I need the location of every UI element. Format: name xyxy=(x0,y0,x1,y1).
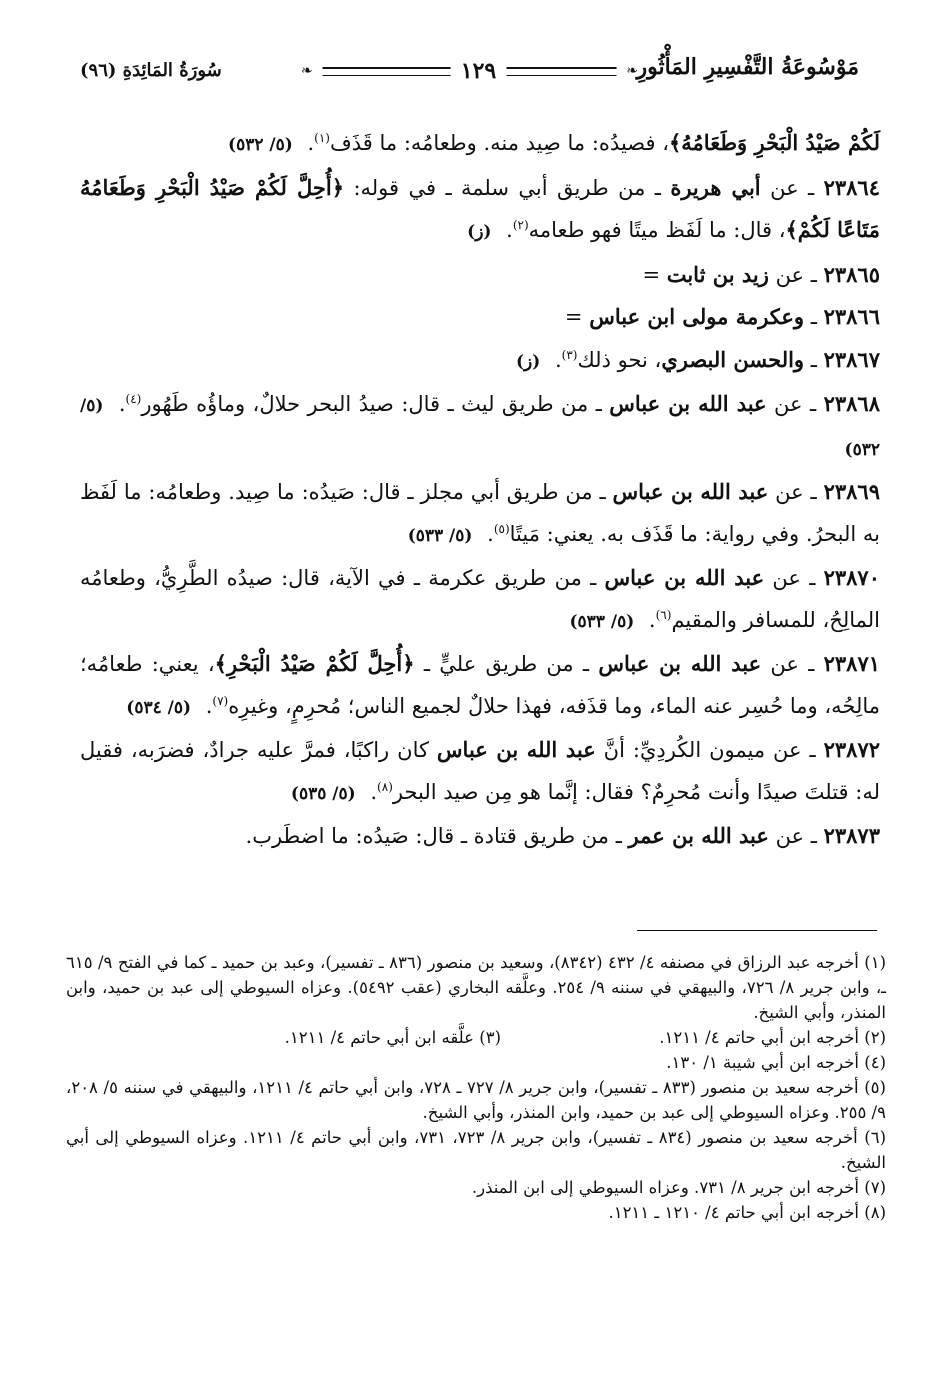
entry-text: ـ من طريق أبي مجلز ـ قال: صَيدُه: ما صِيد. وطعامُه: ما لَفَظ به البحرُ. وفي رواية: ما قَذَف به. يعني: مَيتًا xyxy=(80,480,880,546)
volume-ref: (٥/ ٥٣٢) xyxy=(80,396,880,460)
footnote-marker: (٢) xyxy=(512,218,529,232)
page-number-group xyxy=(301,58,638,84)
footnotes xyxy=(66,950,886,1225)
entry-23868: ٢٣٨٦٨ ـ عن عبد الله بن عباس ـ من طريق ليث ـ قال: صيدُ البحر حلالٌ، وماؤُه طَهُور$^{(٤)}$. (٥/ ٥٣٢) xyxy=(80,391,880,460)
header-rule-left xyxy=(323,67,451,76)
footnote-5: (٥) أخرجه سعيد بن منصور (٨٣٣ ـ تفسير)، وابن جرير ٨/ ٧٢٧ ـ ٧٢٨، وابن أبي حاتم ٤/ ١٢١١، والبيهقي في سننه ٥/ ٢٠٨، ٩/ ٢٥٥. وعزاه السيوطي إلى عبد بن حميد، وابن المنذر، وأبي الشيخ. xyxy=(66,1078,886,1122)
entry-text: ـ من طريق عكرمة ـ في الآية، قال: صيدُه الطَّرِيُّ، وطعامُه المالِحُ، للمسافر والمقيم xyxy=(80,566,880,632)
entry-23865 xyxy=(80,254,880,297)
narrator-name: عبد الله بن عمر xyxy=(628,823,769,848)
entry-number: ٢٣٨٦٧ xyxy=(823,346,880,372)
entry-23869: ٢٣٨٦٩ ـ عن عبد الله بن عباس ـ من طريق أبي مجلز ـ قال: صَيدُه: ما صِيد. وطعامُه: ما لَفَظ به البحرُ. وفي رواية: ما قَذَف به. يعني: مَيتًا$^{(٥)}$. (٥/ ٥٣٣) xyxy=(80,479,880,546)
footnote-1: (١) أخرجه عبد الرزاق في مصنفه ٤/ ٤٣٢ (٨٣٤٢)، وسعيد بن منصور (٨٣٦ ـ تفسير)، وعبد بن حميد ـ كما في الفتح ٩/ ٦١٥ ـ، وابن جرير ٨/ ٧٢٦، والبيهقي في سننه ٩/ ٢٥٤. وعلَّقه البخاري (عقب ٥٤٩٢). وعزاه السيوطي إلى عبد بن حميد، وابن المنذر، وأبي الشيخ. xyxy=(66,953,886,1022)
page-number: ١٢٩ xyxy=(460,58,497,84)
volume-ref: (ز) xyxy=(467,222,492,242)
footnote-marker: (١) xyxy=(314,131,330,145)
narrator-name: زيد بن ثابت xyxy=(666,261,769,287)
narrator-name: والحسن البصري xyxy=(661,346,805,372)
footnote-4: (٤) أخرجه ابن أبي شيبة ١/ ١٣٠. xyxy=(666,1053,886,1072)
entry-text: ، يعني: طعامُه؛ مالِحُه، وما حُسِر عنه الماء، وما قذَفه، فهذا حلالٌ لجميع الناس؛ مُحرِمٍ، وغيرِه xyxy=(80,652,880,718)
entry-23871: ٢٣٨٧١ ـ عن عبد الله بن عباس ـ من طريق عليٍّ ـ ﴿أُحِلَّ لَكُمْ صَيْدُ الْبَحْرِ﴾، يعني: طعامُه؛ مالِحُه، وما حُسِر عنه الماء، وما قذَفه، فهذا حلالٌ لجميع الناس؛ مُحرِمٍ، وغيرِه$^{(٧)}$. (٥/ ٥٣٤) xyxy=(80,651,881,718)
entry-23866 xyxy=(80,296,880,339)
footnote-marker: (٤) xyxy=(125,392,142,406)
entry-prefix: ـ عن xyxy=(768,480,824,504)
narrator-name: وعكرمة مولى ابن عباس xyxy=(589,304,805,329)
surah-label: سُورَةُ المَائِدَةِ (٩٦) xyxy=(80,60,222,81)
footnote-marker: (٨) xyxy=(377,779,393,794)
entry-23872: ٢٣٨٧٢ ـ عن ميمون الكُردِيِّ: أنَّ عبد الله بن عباس كان راكبًا، فمرَّ عليه جرادٌ، فضرَبه، فقيل له: قتلتَ صيدًا وأنت مُحرِمٌ؟ فقال: إنَّما هو مِن صيد البحر$^{(٨)}$. (٥/ ٥٣٥) xyxy=(80,737,881,804)
footnote-marker: (٦) xyxy=(655,607,672,622)
entry-text: ـ من طريق قتادة ـ قال: صَيدُه: ما اضطَرب. xyxy=(245,824,629,848)
footnote-divider xyxy=(637,930,877,931)
entry-number: ٢٣٨٦٩ xyxy=(823,479,880,504)
entry-23870: ٢٣٨٧٠ ـ عن عبد الله بن عباس ـ من طريق عكرمة ـ في الآية، قال: صيدُه الطَّرِيُّ، وطعامُه المالِحُ، للمسافر والمقيم$^{(٦)}$. (٥/ ٥٣٣) xyxy=(80,565,880,632)
footnote-marker: (٧) xyxy=(212,693,229,708)
volume-ref: (٥/ ٥٣٣) xyxy=(407,525,473,546)
entry-prefix: ـ عن ميمون الكُردِيِّ: أنَّ xyxy=(595,738,824,762)
book-title: مَوْسُوعَةُ التَّفْسِيرِ المَأْثُورِ xyxy=(636,54,859,80)
entry-number: ٢٣٨٦٤ xyxy=(823,174,880,200)
entry-text: ـ من طريق أبي سلمة ـ في قوله: xyxy=(344,175,671,200)
footnote-6: (٦) أخرجه سعيد بن منصور (٨٣٤ ـ تفسير)، وابن جرير ٨/ ٧٢٣، ٧٣١، وابن أبي حاتم ٤/ ١٢١١. وعزاه السيوطي إلى أبي الشيخ. xyxy=(66,1128,886,1172)
narrator-name: عبد الله بن عباس xyxy=(612,479,769,504)
entry-prefix: ـ عن xyxy=(760,175,824,200)
narrator-name: عبد الله بن عباس xyxy=(604,565,765,590)
header-rule-right xyxy=(506,67,616,76)
footnote-3: (٣) علَّقه ابن أبي حاتم ٤/ ١٢١١. xyxy=(284,1028,501,1047)
footnote-2: (٢) أخرجه ابن أبي حاتم ٤/ ١٢١١. xyxy=(659,1028,886,1047)
entry-text: ـ من طريق عليٍّ ـ xyxy=(414,652,599,676)
entry-23864: ٢٣٨٦٤ ـ عن أبي هريرة ـ من طريق أبي سلمة ـ في قوله: ﴿أُحِلَّ لَكُمْ صَيْدُ الْبَحْرِ وَطَعَامُهُ مَتَاعًا لَكُمْ﴾، قال: ما لَفَظ ميتًا فهو طعامه$^{(٢)}$. (ز) xyxy=(80,174,880,242)
narrator-name: عبد الله بن عباس xyxy=(436,737,596,762)
volume-ref: (٥/ ٥٣٤) xyxy=(126,697,192,718)
entry-text: = xyxy=(642,262,667,287)
entry-text: كان راكبًا، فمرَّ عليه جرادٌ، فضرَبه، فقيل له: قتلتَ صيدًا وأنت مُحرِمٌ؟ فقال: إنَّما هو مِن صيد البحر xyxy=(80,738,880,804)
footnote-8: (٨) أخرجه ابن أبي حاتم ٤/ ١٢١٠ ـ ١٢١١. xyxy=(608,1203,886,1222)
entry-prefix: ـ عن xyxy=(768,824,824,848)
volume-ref: (٥/ ٥٣٥) xyxy=(290,783,356,804)
running-header xyxy=(80,52,859,96)
entry-23867: ٢٣٨٦٧ ـ والحسن البصري، نحو ذلك$^{(٣)}$. (ز) xyxy=(516,346,880,372)
quran-quote: ﴿أُحِلَّ لَكُمْ صَيْدُ الْبَحْرِ﴾ xyxy=(214,651,415,676)
entry-number: ٢٣٨٧٣ xyxy=(823,823,880,848)
quran-quote: لَكُمْ صَيْدُ الْبَحْرِ وَطَعَامُهُ﴾ xyxy=(668,130,880,155)
main-text xyxy=(80,122,880,858)
entry-prefix: ـ عن xyxy=(764,566,824,590)
footnote-marker: (٥) xyxy=(493,521,510,536)
entry-number: ٢٣٨٦٦ xyxy=(823,304,880,329)
ornament-icon: ❧ xyxy=(626,63,638,79)
narrator-name: عبد الله بن عباس xyxy=(609,391,767,416)
entry-number: ٢٣٨٦٥ xyxy=(823,261,880,287)
entry-23873 xyxy=(80,815,880,858)
entry-prefix: ـ xyxy=(804,347,824,372)
entry-number: ٢٣٨٦٨ xyxy=(823,391,880,416)
entry-text: ، قال: ما لَفَظ ميتًا فهو طعامه xyxy=(528,218,786,242)
volume-ref: (ز) xyxy=(516,351,541,372)
quran-quote: ﴿أُحِلَّ لَكُمْ صَيْدُ الْبَحْرِ وَطَعَامُهُ مَتَاعًا لَكُمْ﴾ xyxy=(80,174,880,242)
entry-prefix: ـ عن xyxy=(766,392,824,416)
entry-text: = xyxy=(564,305,590,329)
entry-number: ٢٣٨٧٢ xyxy=(823,737,881,762)
entry-prefix: ـ عن xyxy=(768,262,824,287)
narrator-name: أبي هريرة xyxy=(670,174,761,200)
entry-text: ، فصيدُه: ما صِيد منه. وطعامُه: ما قَذَف xyxy=(329,131,669,155)
entry-prefix: ـ xyxy=(804,305,824,329)
entry-prefix: ـ عن xyxy=(761,652,824,676)
entry-text: ـ من طريق ليث ـ قال: صيدُ البحر حلالٌ، وماؤُه طَهُور xyxy=(141,392,610,416)
entry-number: ٢٣٨٧٠ xyxy=(823,565,880,590)
entry-continuation: لَكُمْ صَيْدُ الْبَحْرِ وَطَعَامُهُ﴾، فصيدُه: ما صِيد منه. وطعامُه: ما قَذَف$^{(١)}$. (٥/ ٥٣٢) xyxy=(228,130,880,155)
entry-text: ، نحو ذلك xyxy=(577,347,662,372)
volume-ref: (٥/ ٥٣٣) xyxy=(569,611,635,632)
footnote-7: (٧) أخرجه ابن جرير ٨/ ٧٣١. وعزاه السيوطي إلى ابن المنذر. xyxy=(471,1178,886,1197)
footnote-row-2-3 xyxy=(66,1025,886,1050)
footnote-marker: (٣) xyxy=(561,347,578,362)
volume-ref: (٥/ ٥٣٢) xyxy=(228,135,293,155)
narrator-name: عبد الله بن عباس xyxy=(598,651,762,676)
entry-number: ٢٣٨٧١ xyxy=(823,651,881,676)
ornament-icon: ❧ xyxy=(301,63,313,79)
